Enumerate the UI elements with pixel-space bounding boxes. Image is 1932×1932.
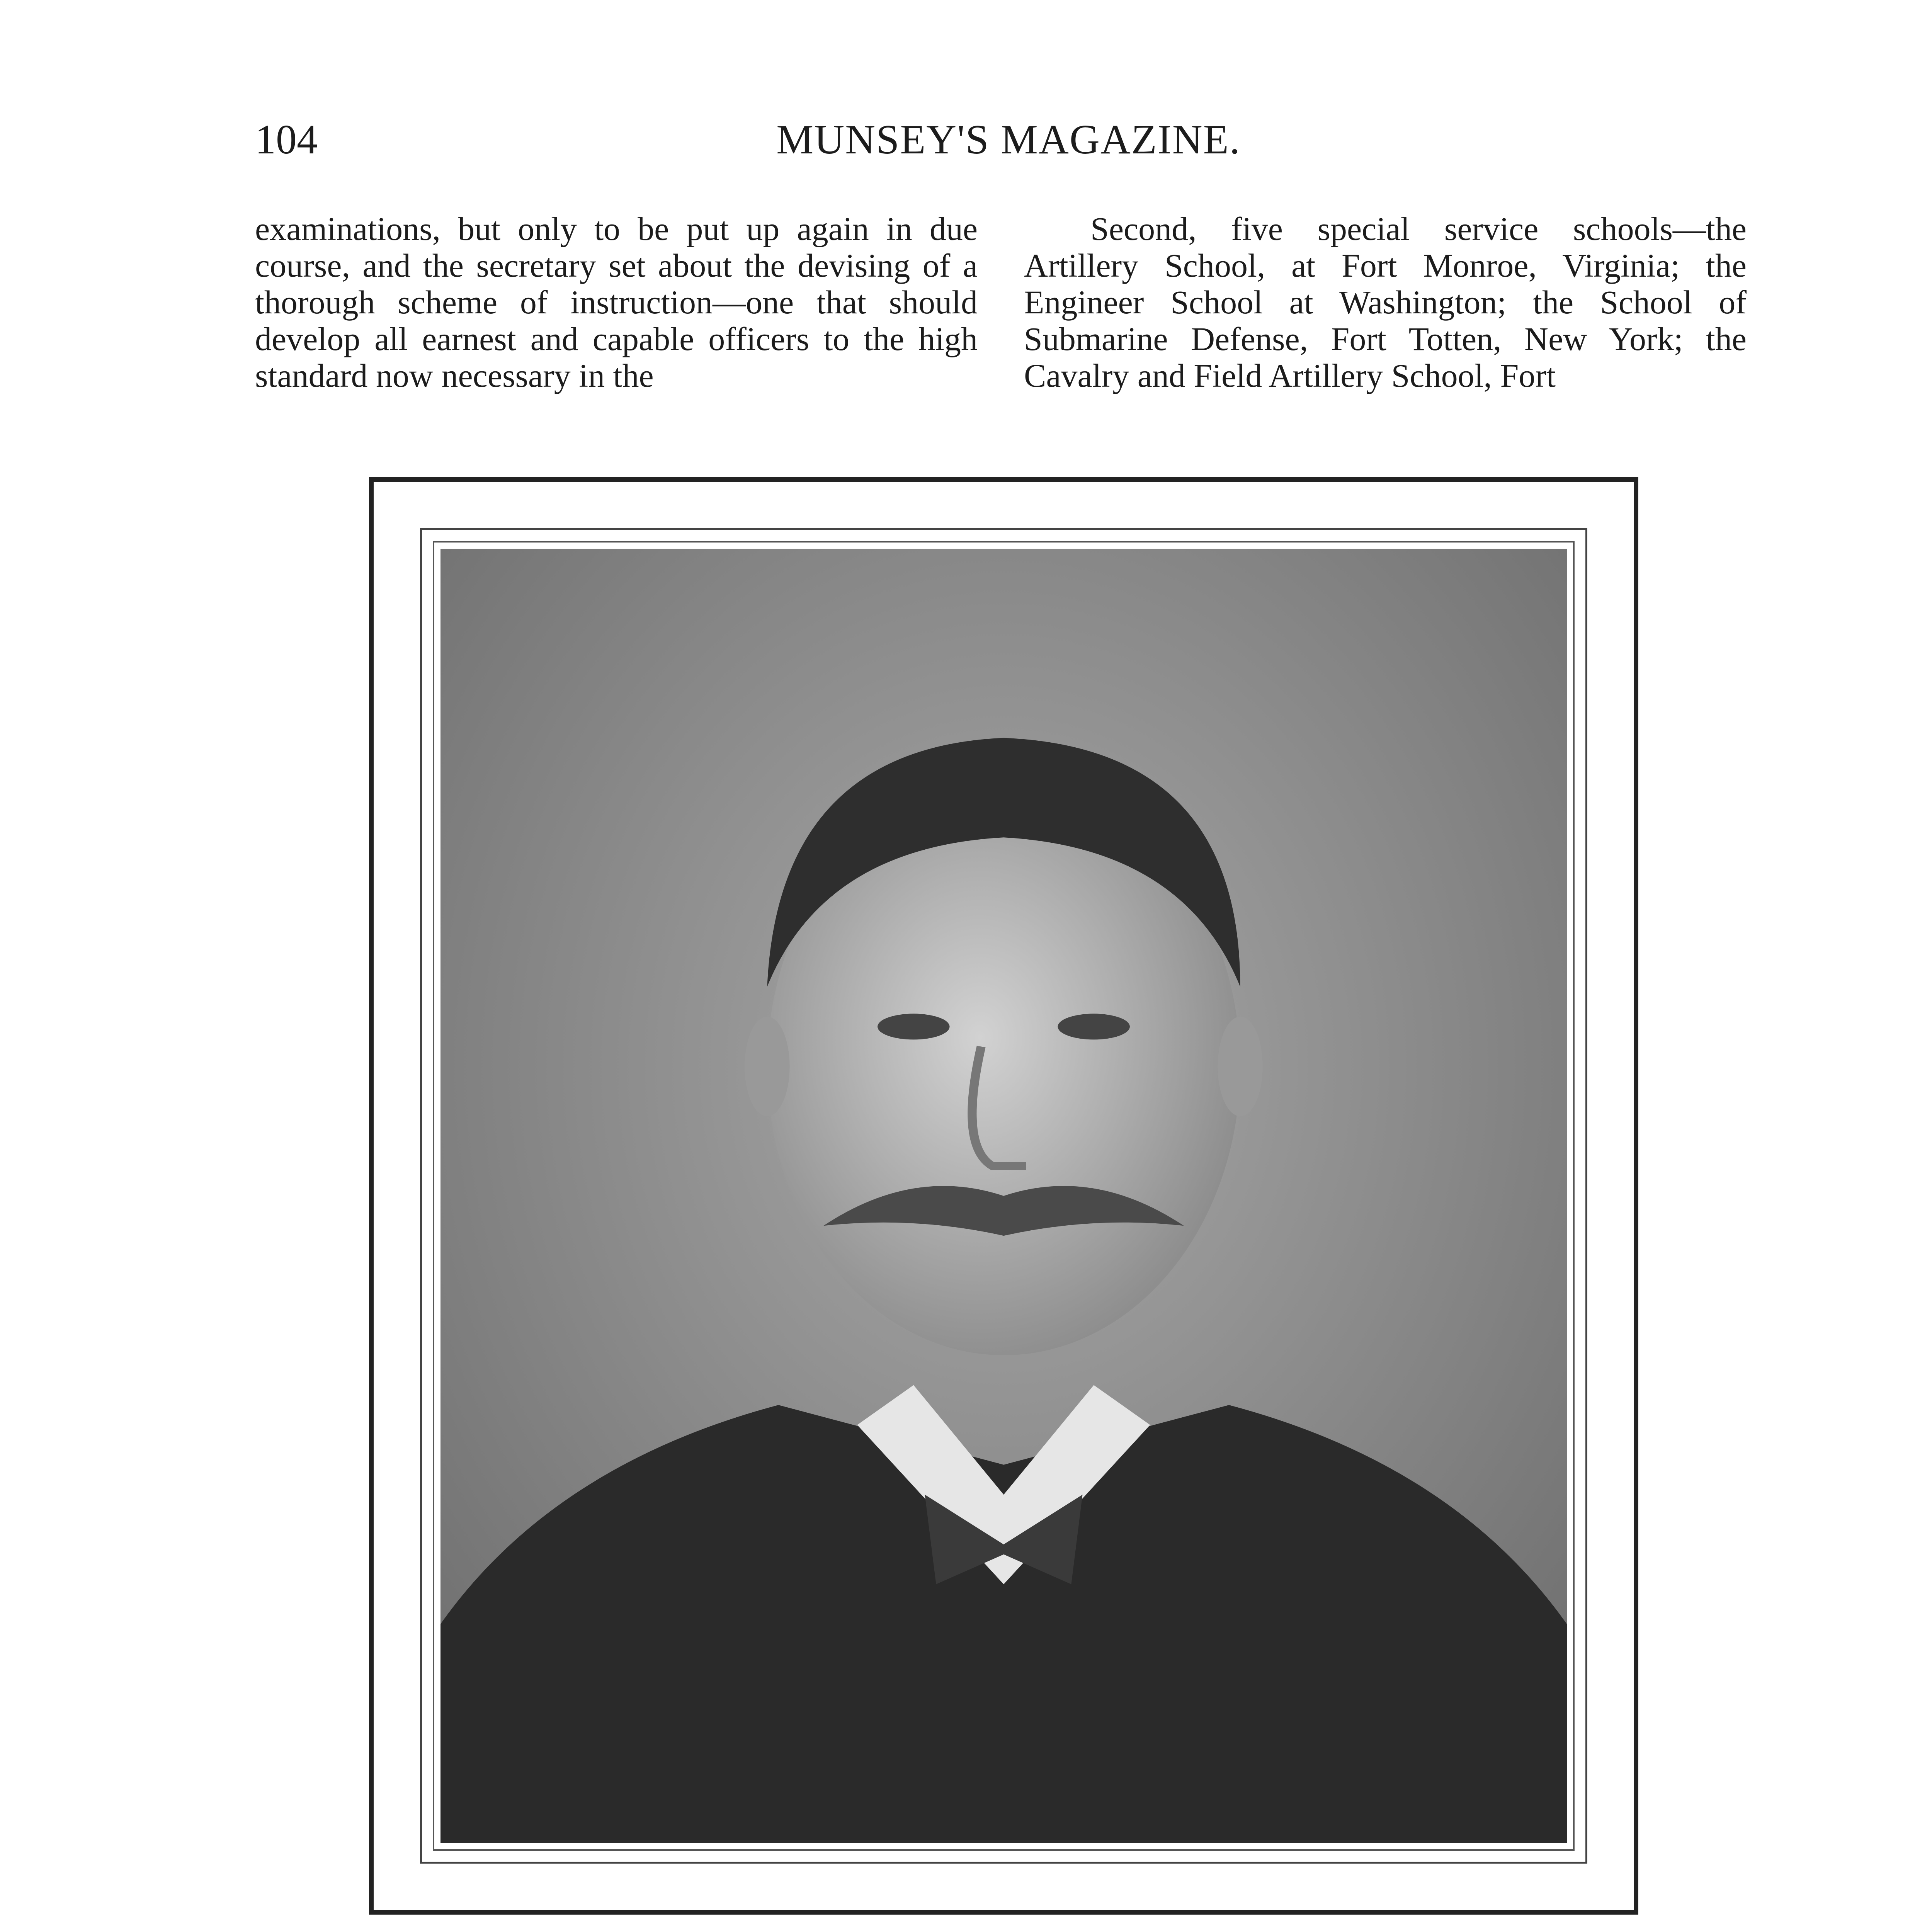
paragraph: examinations, but only to be put up again in due course, and the secretary set about the devising of a thorough scheme of instruction—one that should develop all earnest and capable officers to the high standard now necessary in the [255,210,978,394]
paragraph: Second, five special service schools—the Artillery School, at Fort Monroe, Virginia; the Engineer School at Washington; the School of Submarine Defense, Fort Totten, New York; the Cavalry and Field Artillery School, Fort [1024,210,1747,394]
top-right-column [1024,211,1747,394]
portrait-inner-rule [420,528,1587,1864]
portrait-illustration [440,549,1567,1843]
page-header [255,116,1762,170]
running-head: MUNSEY'S MAGAZINE. [776,117,1241,163]
top-left-column [255,211,978,394]
page-number: 104 [255,117,318,163]
portrait-photograph [440,549,1567,1843]
portrait-frame [369,477,1638,1915]
